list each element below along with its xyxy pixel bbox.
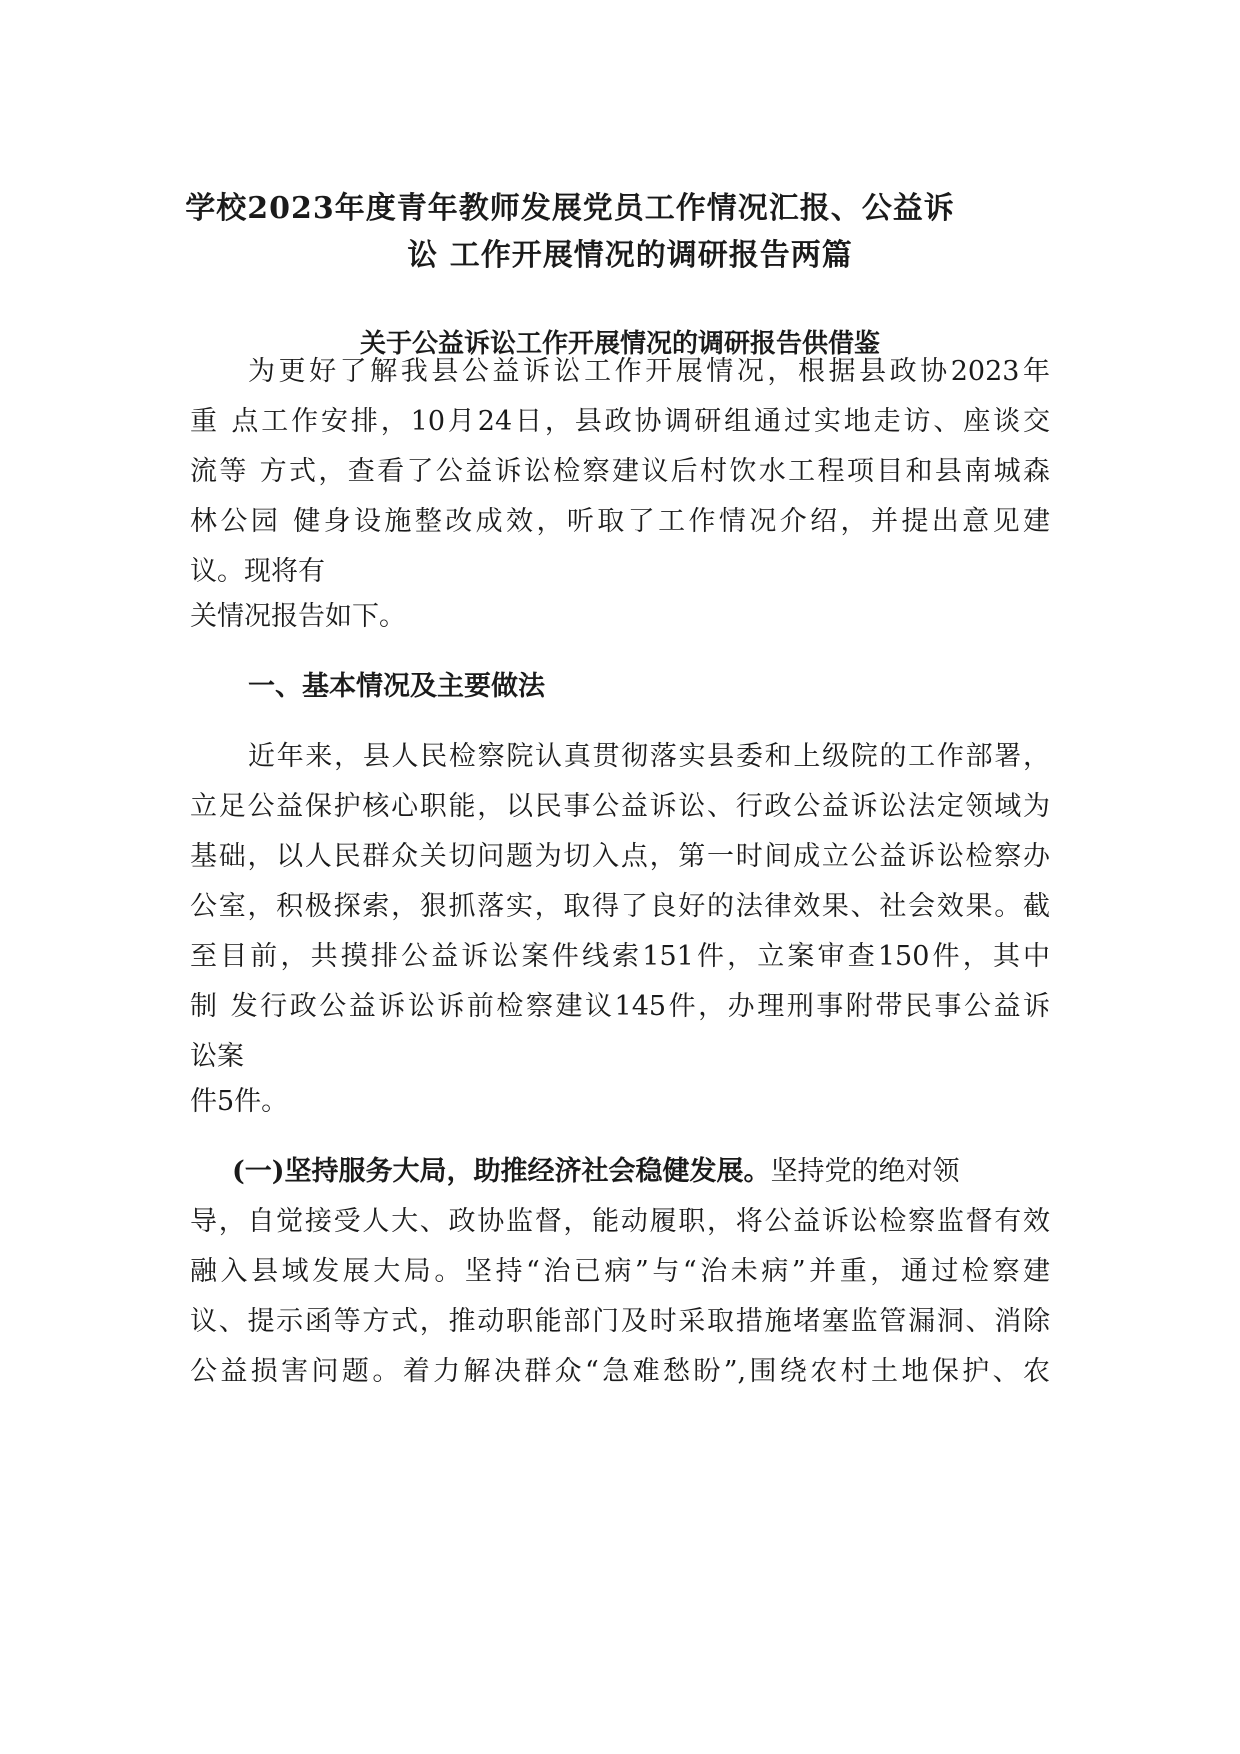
intro-line: 重 点工作安排，10月24日，县政协调研组通过实地走访、座谈交: [190, 406, 1050, 437]
intro-line: 议。现将有: [190, 556, 325, 587]
subsection-line: 融入县域发展大局。坚持“治已病”与“治未病”并重，通过检察建: [190, 1256, 1050, 1287]
document-title-line-1: 学校2023年度青年教师发展党员工作情况汇报、公益诉: [185, 191, 955, 226]
section-line: 至目前，共摸排公益诉讼案件线索151件，立案审查150件，其中: [190, 941, 1050, 972]
intro-line: 关情况报告如下。: [190, 601, 406, 632]
subsection-line: 导，自觉接受人大、政协监督，能动履职，将公益诉讼检察监督有效: [190, 1206, 1050, 1237]
section-line: 近年来，县人民检察院认真贯彻落实县委和上级院的工作部署，: [248, 741, 1050, 772]
subsection-first-line: [232, 1150, 1050, 1194]
section-line: 公室，积极探索，狠抓落实，取得了良好的法律效果、社会效果。截: [190, 891, 1050, 922]
report-subtitle: 关于公益诉讼工作开展情况的调研报告供借鉴: [359, 329, 880, 359]
section-line: 立足公益保护核心职能，以民事公益诉讼、行政公益诉讼法定领域为: [190, 791, 1050, 822]
subsection-line: 公益损害问题。着力解决群众“急难愁盼”,围绕农村土地保护、农: [190, 1356, 1050, 1387]
intro-line: 流等 方式，查看了公益诉讼检察建议后村饮水工程项目和县南城森: [190, 456, 1050, 487]
intro-line: 为更好了解我县公益诉讼工作开展情况，根据县政协2023年: [248, 356, 1050, 387]
section-line: 制 发行政公益诉讼诉前检察建议145件，办理刑事附带民事公益诉: [190, 991, 1050, 1022]
section-line: 件5件。: [190, 1086, 289, 1117]
subsection-line: 议、提示函等方式，推动职能部门及时采取措施堵塞监管漏洞、消除: [190, 1306, 1050, 1337]
section-heading: 一、基本情况及主要做法: [248, 671, 545, 702]
intro-line: 林公园 健身设施整改成效，听取了工作情况介绍，并提出意见建: [190, 506, 1050, 537]
section-line: 讼案: [190, 1041, 244, 1072]
subsection-first-rest: 坚持党的绝对领: [770, 1156, 960, 1187]
section-line: 基础，以人民群众关切问题为切入点，第一时间成立公益诉讼检察办: [190, 841, 1050, 872]
document-title-line-2: 讼 工作开展情况的调研报告两篇: [407, 238, 853, 273]
subsection-lead: (一)坚持服务大局，助推经济社会稳健发展。: [232, 1156, 771, 1187]
